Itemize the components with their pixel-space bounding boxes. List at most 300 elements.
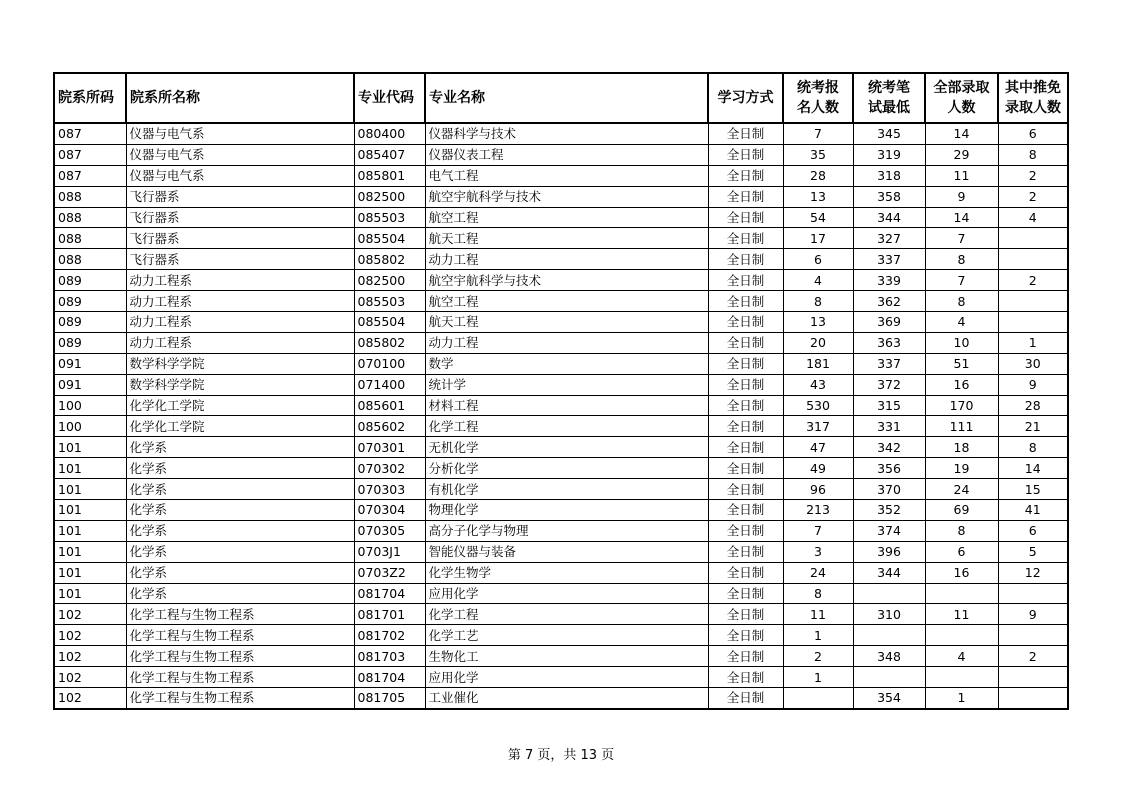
cell-applicants: 17 <box>783 228 853 249</box>
cell-major-code: 082500 <box>354 186 425 207</box>
cell-dept-name: 化学系 <box>126 583 354 604</box>
cell-recommended <box>998 688 1068 709</box>
cell-dept-name: 化学工程与生物工程系 <box>126 604 354 625</box>
table-row <box>54 353 1068 374</box>
cell-major-name: 分析化学 <box>425 458 708 479</box>
table-row <box>54 604 1068 625</box>
header-admitted-line2: 人数 <box>947 100 976 116</box>
cell-admitted: 10 <box>925 332 998 353</box>
cell-min-score: 358 <box>853 186 925 207</box>
table-row <box>54 291 1068 312</box>
cell-major-code: 085802 <box>354 332 425 353</box>
page-number-footer: 第 7 页，共 13 页 <box>507 748 615 763</box>
cell-study-mode: 全日制 <box>708 374 783 395</box>
cell-min-score: 374 <box>853 520 925 541</box>
cell-admitted: 11 <box>925 165 998 186</box>
table-row <box>54 249 1068 270</box>
cell-applicants: 24 <box>783 562 853 583</box>
cell-major-name: 航空工程 <box>425 291 708 312</box>
cell-recommended <box>998 667 1068 688</box>
cell-applicants: 8 <box>783 291 853 312</box>
table-row <box>54 520 1068 541</box>
cell-dept-code: 089 <box>54 291 126 312</box>
cell-recommended: 5 <box>998 541 1068 562</box>
cell-min-score: 356 <box>853 458 925 479</box>
cell-applicants: 2 <box>783 646 853 667</box>
cell-study-mode: 全日制 <box>708 646 783 667</box>
cell-study-mode: 全日制 <box>708 395 783 416</box>
cell-study-mode: 全日制 <box>708 667 783 688</box>
table-row <box>54 123 1068 144</box>
table-row <box>54 374 1068 395</box>
cell-major-code: 085504 <box>354 228 425 249</box>
cell-admitted: 9 <box>925 186 998 207</box>
cell-major-code: 085407 <box>354 144 425 165</box>
cell-min-score: 396 <box>853 541 925 562</box>
table-row <box>54 416 1068 437</box>
cell-study-mode: 全日制 <box>708 270 783 291</box>
cell-dept-name: 化学系 <box>126 500 354 521</box>
cell-study-mode: 全日制 <box>708 520 783 541</box>
cell-admitted: 29 <box>925 144 998 165</box>
cell-study-mode: 全日制 <box>708 291 783 312</box>
cell-major-code: 081705 <box>354 688 425 709</box>
header-major-name: 专业名称 <box>425 73 708 123</box>
cell-min-score: 352 <box>853 500 925 521</box>
cell-dept-code: 101 <box>54 520 126 541</box>
header-dept-code: 院系所码 <box>54 73 126 123</box>
cell-major-name: 航天工程 <box>425 312 708 333</box>
cell-recommended: 6 <box>998 520 1068 541</box>
cell-applicants: 13 <box>783 186 853 207</box>
cell-recommended: 12 <box>998 562 1068 583</box>
cell-study-mode: 全日制 <box>708 479 783 500</box>
cell-dept-name: 动力工程系 <box>126 312 354 333</box>
cell-dept-code: 102 <box>54 667 126 688</box>
cell-study-mode: 全日制 <box>708 249 783 270</box>
cell-dept-name: 飞行器系 <box>126 207 354 228</box>
cell-admitted: 170 <box>925 395 998 416</box>
cell-applicants: 28 <box>783 165 853 186</box>
cell-recommended <box>998 291 1068 312</box>
table-row <box>54 479 1068 500</box>
cell-major-name: 化学工艺 <box>425 625 708 646</box>
cell-dept-name: 飞行器系 <box>126 249 354 270</box>
cell-study-mode: 全日制 <box>708 207 783 228</box>
cell-admitted: 51 <box>925 353 998 374</box>
cell-major-code: 070100 <box>354 353 425 374</box>
cell-major-code: 085503 <box>354 207 425 228</box>
cell-major-name: 航空宇航科学与技术 <box>425 270 708 291</box>
cell-dept-code: 101 <box>54 458 126 479</box>
table-row <box>54 228 1068 249</box>
cell-admitted: 16 <box>925 374 998 395</box>
cell-major-code: 070304 <box>354 500 425 521</box>
header-applicants-line2: 名人数 <box>797 100 839 116</box>
table-row <box>54 395 1068 416</box>
cell-study-mode: 全日制 <box>708 458 783 479</box>
cell-applicants: 35 <box>783 144 853 165</box>
cell-applicants: 49 <box>783 458 853 479</box>
cell-applicants: 1 <box>783 625 853 646</box>
header-admitted-line1: 全部录取 <box>933 80 990 96</box>
cell-recommended <box>998 625 1068 646</box>
cell-min-score: 344 <box>853 207 925 228</box>
cell-min-score: 337 <box>853 353 925 374</box>
cell-applicants <box>783 688 853 709</box>
cell-dept-name: 化学系 <box>126 479 354 500</box>
cell-major-code: 085801 <box>354 165 425 186</box>
cell-admitted <box>925 583 998 604</box>
cell-applicants: 47 <box>783 437 853 458</box>
cell-major-code: 081702 <box>354 625 425 646</box>
table-row <box>54 144 1068 165</box>
cell-admitted: 14 <box>925 207 998 228</box>
cell-admitted <box>925 667 998 688</box>
cell-dept-code: 102 <box>54 646 126 667</box>
cell-min-score: 319 <box>853 144 925 165</box>
cell-major-name: 材料工程 <box>425 395 708 416</box>
cell-study-mode: 全日制 <box>708 437 783 458</box>
cell-applicants: 181 <box>783 353 853 374</box>
cell-dept-code: 089 <box>54 332 126 353</box>
cell-study-mode: 全日制 <box>708 312 783 333</box>
cell-major-name: 智能仪器与装备 <box>425 541 708 562</box>
cell-admitted: 8 <box>925 249 998 270</box>
cell-dept-name: 动力工程系 <box>126 291 354 312</box>
cell-study-mode: 全日制 <box>708 332 783 353</box>
cell-dept-name: 化学化工学院 <box>126 416 354 437</box>
cell-dept-name: 飞行器系 <box>126 228 354 249</box>
cell-dept-code: 101 <box>54 541 126 562</box>
cell-dept-code: 091 <box>54 353 126 374</box>
cell-min-score: 315 <box>853 395 925 416</box>
cell-dept-name: 化学系 <box>126 458 354 479</box>
cell-dept-name: 化学化工学院 <box>126 395 354 416</box>
cell-admitted: 8 <box>925 520 998 541</box>
cell-major-code: 081704 <box>354 667 425 688</box>
cell-major-code: 070301 <box>354 437 425 458</box>
cell-admitted: 8 <box>925 291 998 312</box>
cell-min-score: 372 <box>853 374 925 395</box>
cell-dept-code: 101 <box>54 437 126 458</box>
cell-recommended: 28 <box>998 395 1068 416</box>
cell-major-name: 物理化学 <box>425 500 708 521</box>
cell-major-code: 0703J1 <box>354 541 425 562</box>
cell-dept-code: 102 <box>54 688 126 709</box>
cell-major-code: 085802 <box>354 249 425 270</box>
cell-major-name: 航空宇航科学与技术 <box>425 186 708 207</box>
header-recommended <box>998 73 1068 123</box>
cell-study-mode: 全日制 <box>708 688 783 709</box>
cell-major-code: 071400 <box>354 374 425 395</box>
cell-major-name: 高分子化学与物理 <box>425 520 708 541</box>
cell-recommended: 8 <box>998 144 1068 165</box>
cell-admitted: 16 <box>925 562 998 583</box>
cell-major-code: 085602 <box>354 416 425 437</box>
header-dept-name: 院系所名称 <box>126 73 354 123</box>
cell-major-name: 无机化学 <box>425 437 708 458</box>
cell-recommended: 9 <box>998 604 1068 625</box>
cell-major-name: 工业催化 <box>425 688 708 709</box>
cell-study-mode: 全日制 <box>708 144 783 165</box>
table-row <box>54 500 1068 521</box>
cell-recommended <box>998 312 1068 333</box>
cell-major-code: 081701 <box>354 604 425 625</box>
cell-major-code: 082500 <box>354 270 425 291</box>
cell-applicants: 3 <box>783 541 853 562</box>
table-row <box>54 625 1068 646</box>
cell-major-code: 070303 <box>354 479 425 500</box>
cell-applicants: 4 <box>783 270 853 291</box>
header-min-score-line1: 统考笔 <box>868 80 910 96</box>
cell-dept-name: 化学工程与生物工程系 <box>126 625 354 646</box>
cell-recommended <box>998 249 1068 270</box>
cell-dept-name: 仪器与电气系 <box>126 165 354 186</box>
cell-applicants: 20 <box>783 332 853 353</box>
table-row <box>54 270 1068 291</box>
header-admitted <box>925 73 998 123</box>
cell-study-mode: 全日制 <box>708 500 783 521</box>
cell-dept-name: 化学工程与生物工程系 <box>126 646 354 667</box>
cell-study-mode: 全日制 <box>708 604 783 625</box>
cell-major-name: 航空工程 <box>425 207 708 228</box>
cell-min-score: 339 <box>853 270 925 291</box>
cell-study-mode: 全日制 <box>708 353 783 374</box>
cell-major-name: 仪器科学与技术 <box>425 123 708 144</box>
cell-min-score: 337 <box>853 249 925 270</box>
header-min-score-line2: 试最低 <box>868 100 910 116</box>
cell-major-code: 081704 <box>354 583 425 604</box>
cell-min-score <box>853 625 925 646</box>
cell-recommended: 1 <box>998 332 1068 353</box>
cell-recommended: 9 <box>998 374 1068 395</box>
cell-recommended: 8 <box>998 437 1068 458</box>
cell-dept-code: 088 <box>54 228 126 249</box>
cell-recommended: 14 <box>998 458 1068 479</box>
table-row <box>54 583 1068 604</box>
cell-min-score <box>853 583 925 604</box>
cell-major-name: 数学 <box>425 353 708 374</box>
header-min-score <box>853 73 925 123</box>
table-row <box>54 646 1068 667</box>
cell-dept-name: 化学系 <box>126 520 354 541</box>
cell-recommended: 2 <box>998 270 1068 291</box>
cell-dept-name: 化学系 <box>126 541 354 562</box>
cell-recommended <box>998 583 1068 604</box>
cell-dept-code: 087 <box>54 165 126 186</box>
table-body <box>54 123 1068 709</box>
cell-admitted: 19 <box>925 458 998 479</box>
cell-min-score: 363 <box>853 332 925 353</box>
cell-min-score: 318 <box>853 165 925 186</box>
cell-admitted: 18 <box>925 437 998 458</box>
cell-min-score: 354 <box>853 688 925 709</box>
cell-applicants: 6 <box>783 249 853 270</box>
cell-dept-code: 100 <box>54 395 126 416</box>
cell-min-score: 344 <box>853 562 925 583</box>
cell-recommended: 4 <box>998 207 1068 228</box>
cell-min-score: 342 <box>853 437 925 458</box>
cell-recommended: 2 <box>998 186 1068 207</box>
cell-dept-name: 化学工程与生物工程系 <box>126 667 354 688</box>
header-applicants-line1: 统考报 <box>797 80 839 96</box>
cell-admitted <box>925 625 998 646</box>
cell-major-name: 化学工程 <box>425 604 708 625</box>
cell-dept-code: 101 <box>54 479 126 500</box>
admissions-table-container <box>53 72 1069 710</box>
cell-applicants: 43 <box>783 374 853 395</box>
cell-major-name: 航天工程 <box>425 228 708 249</box>
cell-applicants: 7 <box>783 520 853 541</box>
cell-admitted: 7 <box>925 228 998 249</box>
cell-min-score: 370 <box>853 479 925 500</box>
cell-major-code: 070305 <box>354 520 425 541</box>
cell-min-score: 331 <box>853 416 925 437</box>
cell-admitted: 111 <box>925 416 998 437</box>
table-row <box>54 312 1068 333</box>
cell-admitted: 11 <box>925 604 998 625</box>
cell-dept-code: 088 <box>54 186 126 207</box>
cell-min-score: 310 <box>853 604 925 625</box>
cell-dept-name: 化学工程与生物工程系 <box>126 688 354 709</box>
cell-major-name: 化学生物学 <box>425 562 708 583</box>
cell-major-name: 有机化学 <box>425 479 708 500</box>
cell-dept-code: 091 <box>54 374 126 395</box>
cell-applicants: 7 <box>783 123 853 144</box>
cell-study-mode: 全日制 <box>708 165 783 186</box>
cell-recommended <box>998 228 1068 249</box>
cell-applicants: 213 <box>783 500 853 521</box>
cell-dept-code: 088 <box>54 207 126 228</box>
cell-recommended: 30 <box>998 353 1068 374</box>
cell-major-code: 081703 <box>354 646 425 667</box>
cell-min-score: 362 <box>853 291 925 312</box>
table-row <box>54 562 1068 583</box>
cell-major-name: 统计学 <box>425 374 708 395</box>
cell-recommended: 6 <box>998 123 1068 144</box>
cell-admitted: 1 <box>925 688 998 709</box>
cell-dept-code: 100 <box>54 416 126 437</box>
cell-major-code: 0703Z2 <box>354 562 425 583</box>
header-study-mode: 学习方式 <box>708 73 783 123</box>
cell-major-code: 085503 <box>354 291 425 312</box>
cell-major-name: 仪器仪表工程 <box>425 144 708 165</box>
table-header-row <box>54 73 1068 123</box>
cell-dept-name: 仪器与电气系 <box>126 123 354 144</box>
cell-applicants: 1 <box>783 667 853 688</box>
table-row <box>54 541 1068 562</box>
cell-dept-code: 089 <box>54 312 126 333</box>
cell-study-mode: 全日制 <box>708 123 783 144</box>
cell-dept-name: 化学系 <box>126 437 354 458</box>
cell-major-code: 080400 <box>354 123 425 144</box>
cell-major-code: 085601 <box>354 395 425 416</box>
cell-recommended: 2 <box>998 646 1068 667</box>
cell-recommended: 2 <box>998 165 1068 186</box>
cell-dept-name: 数学科学学院 <box>126 374 354 395</box>
header-recommended-line1: 其中推免 <box>1005 80 1061 96</box>
cell-study-mode: 全日制 <box>708 625 783 646</box>
cell-admitted: 7 <box>925 270 998 291</box>
cell-dept-code: 102 <box>54 604 126 625</box>
cell-applicants: 54 <box>783 207 853 228</box>
cell-dept-code: 102 <box>54 625 126 646</box>
cell-major-name: 动力工程 <box>425 249 708 270</box>
cell-major-code: 085504 <box>354 312 425 333</box>
cell-major-name: 电气工程 <box>425 165 708 186</box>
cell-applicants: 317 <box>783 416 853 437</box>
cell-min-score: 369 <box>853 312 925 333</box>
cell-recommended: 15 <box>998 479 1068 500</box>
cell-dept-name: 数学科学学院 <box>126 353 354 374</box>
cell-major-name: 应用化学 <box>425 583 708 604</box>
cell-dept-code: 087 <box>54 123 126 144</box>
header-recommended-line2: 录取人数 <box>1005 100 1061 116</box>
cell-dept-name: 化学系 <box>126 562 354 583</box>
cell-dept-code: 087 <box>54 144 126 165</box>
cell-study-mode: 全日制 <box>708 541 783 562</box>
cell-recommended: 41 <box>998 500 1068 521</box>
table-row <box>54 437 1068 458</box>
cell-major-code: 070302 <box>354 458 425 479</box>
cell-dept-code: 101 <box>54 500 126 521</box>
cell-major-name: 化学工程 <box>425 416 708 437</box>
table-row <box>54 458 1068 479</box>
header-applicants <box>783 73 853 123</box>
cell-recommended: 21 <box>998 416 1068 437</box>
cell-dept-name: 仪器与电气系 <box>126 144 354 165</box>
cell-dept-name: 动力工程系 <box>126 270 354 291</box>
cell-min-score: 345 <box>853 123 925 144</box>
cell-applicants: 8 <box>783 583 853 604</box>
table-row <box>54 165 1068 186</box>
cell-admitted: 14 <box>925 123 998 144</box>
admissions-table <box>53 72 1069 710</box>
header-major-code: 专业代码 <box>354 73 425 123</box>
table-row <box>54 667 1068 688</box>
cell-applicants: 530 <box>783 395 853 416</box>
cell-min-score: 348 <box>853 646 925 667</box>
cell-admitted: 4 <box>925 646 998 667</box>
cell-admitted: 24 <box>925 479 998 500</box>
table-row <box>54 688 1068 709</box>
cell-dept-name: 动力工程系 <box>126 332 354 353</box>
cell-dept-code: 101 <box>54 583 126 604</box>
cell-major-name: 生物化工 <box>425 646 708 667</box>
cell-study-mode: 全日制 <box>708 562 783 583</box>
cell-applicants: 11 <box>783 604 853 625</box>
cell-admitted: 4 <box>925 312 998 333</box>
cell-study-mode: 全日制 <box>708 416 783 437</box>
cell-dept-name: 飞行器系 <box>126 186 354 207</box>
cell-dept-code: 089 <box>54 270 126 291</box>
cell-applicants: 13 <box>783 312 853 333</box>
cell-dept-code: 088 <box>54 249 126 270</box>
table-row <box>54 207 1068 228</box>
table-row <box>54 186 1068 207</box>
cell-study-mode: 全日制 <box>708 186 783 207</box>
cell-min-score <box>853 667 925 688</box>
cell-min-score: 327 <box>853 228 925 249</box>
cell-admitted: 6 <box>925 541 998 562</box>
cell-study-mode: 全日制 <box>708 583 783 604</box>
cell-dept-code: 101 <box>54 562 126 583</box>
table-row <box>54 332 1068 353</box>
cell-applicants: 96 <box>783 479 853 500</box>
cell-major-name: 应用化学 <box>425 667 708 688</box>
cell-major-name: 动力工程 <box>425 332 708 353</box>
